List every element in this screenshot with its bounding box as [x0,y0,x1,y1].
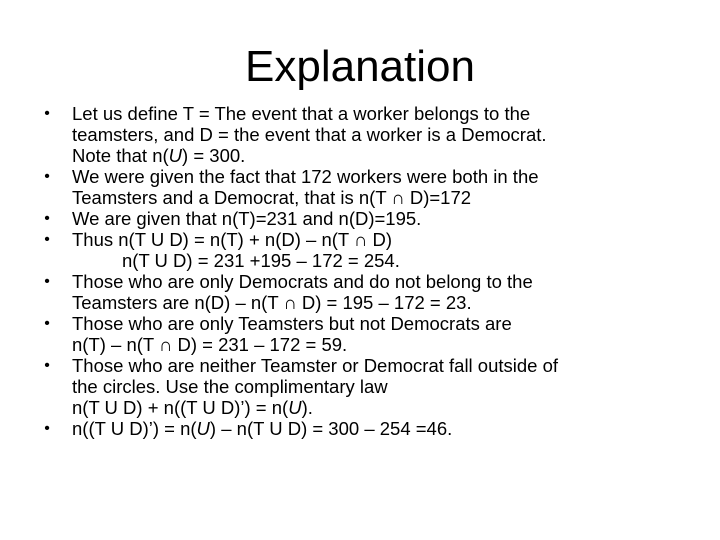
bullet-line [72,418,680,439]
text-run: ). [301,397,313,418]
text-run: teamsters, and D = the event that a worker is a Democrat. [72,124,547,145]
text-run: Teamsters and a Democrat, that is n(T ∩ D)=172 [72,187,472,208]
italic-symbol: U [168,145,183,166]
bullet-marker: • [44,357,50,374]
bullet-marker: • [44,210,50,227]
text-run: ) = 300. [182,145,246,166]
bullet-marker: • [44,273,50,290]
bullet-line [72,250,680,271]
bullet-line [72,166,680,187]
bullet-marker: • [44,315,50,332]
text-run: Note that n( [72,145,169,166]
text-run: the circles. Use the complimentary law [72,376,388,397]
text-run: Teamsters are n(D) – n(T ∩ D) = 195 – 172 = 23. [72,292,472,313]
bullet-item [40,418,680,439]
bullet-line [72,397,680,418]
bullet-line [72,313,680,334]
text-run: We were given the fact that 172 workers were both in the [72,166,539,187]
bullet-line [72,355,680,376]
text-run: ) – n(T U D) = 300 – 254 =46. [209,418,453,439]
bullet-item [40,166,680,208]
bullet-item [40,355,680,418]
text-run: n(T U D) = 231 +195 – 172 = 254. [122,250,400,271]
bullet-line [72,187,680,208]
bullet-item [40,229,680,271]
bullet-item [40,208,680,229]
italic-symbol: U [196,418,210,439]
bullet-item [40,313,680,355]
text-run: Let us define T = The event that a worker belongs to the [72,103,531,124]
italic-symbol: U [288,397,302,418]
text-run: n(T) – n(T ∩ D) = 231 – 172 = 59. [72,334,348,355]
bullet-line [72,292,680,313]
text-run: Thus n(T U D) = n(T) + n(D) – n(T ∩ D) [72,229,392,250]
bullet-line [72,271,680,292]
bullet-line [72,208,680,229]
text-run: n(T U D) + n((T U D)’) = n( [72,397,289,418]
slide-title: Explanation [245,42,475,91]
text-run: n((T U D)’) = n( [72,418,197,439]
bullet-marker: • [44,420,50,437]
bullet-marker: • [44,168,50,185]
text-run: We are given that n(T)=231 and n(D)=195. [72,208,422,229]
text-run: Those who are only Democrats and do not belong to the [72,271,533,292]
bullet-line [72,103,680,124]
bullet-marker: • [44,105,50,122]
bullet-line [72,229,680,250]
bullet-marker: • [44,231,50,248]
bullet-item [40,271,680,313]
bullet-line [72,334,680,355]
text-run: Those who are neither Teamster or Democrat fall outside of [72,355,559,376]
bullet-list [40,103,680,439]
bullet-item [40,103,680,166]
bullet-line [72,376,680,397]
text-run: Those who are only Teamsters but not Democrats are [72,313,512,334]
bullet-line [72,124,680,145]
bullet-line [72,145,680,166]
